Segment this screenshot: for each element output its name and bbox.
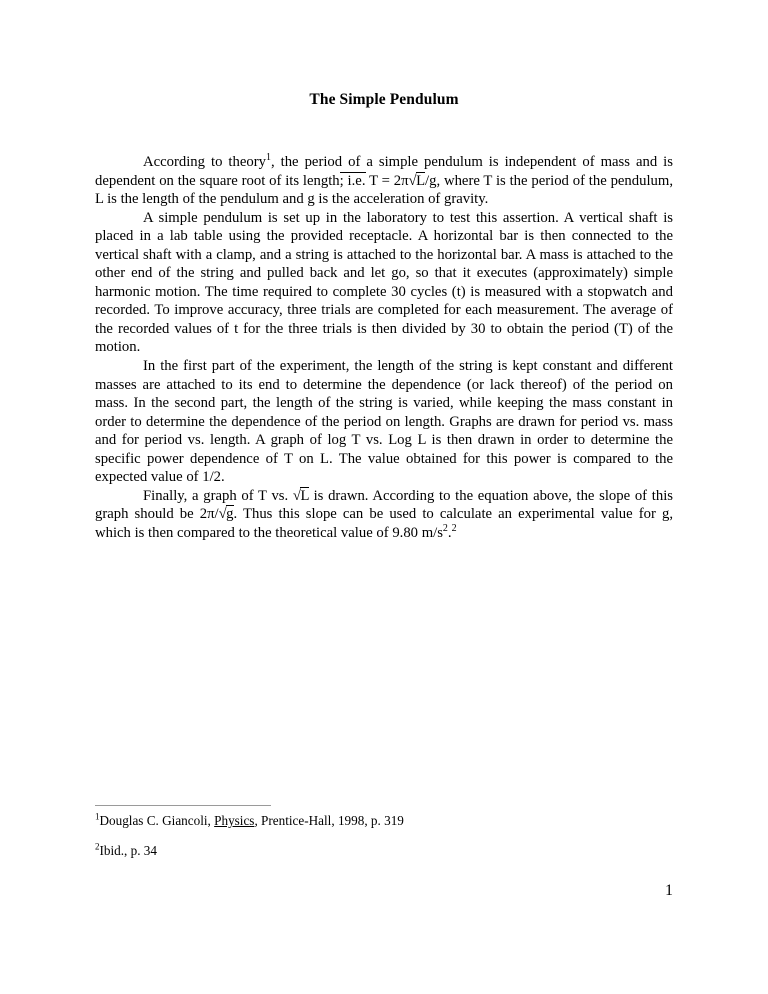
footnote-ref-1: 1: [265, 152, 271, 164]
sqrt-radicand-L-2: L: [300, 487, 309, 504]
paragraph-1-run-3: T = 2π: [365, 172, 409, 189]
footnote-separator-rule: [95, 805, 271, 806]
body-text: [95, 153, 673, 542]
paragraph-4-run-1: Finally, a graph of T vs.: [143, 487, 293, 504]
footnote-1-title: Physics: [214, 813, 255, 828]
paragraph-2: A simple pendulum is set up in the laboratory to test this assertion. A vertical shaft is placed in a lab table using the provided receptacle. A horizontal bar is then connected to the vertical shaft with a clamp, and a string is attached to the horizontal bar. A mass is attached to the other end of the string and pulled back and let go, so that it executes (approximately) simple harmonic motion. The time required to complete 30 cycles (t) is measured with a stopwatch and recorded. To improve accuracy, three trials are completed for each measurement. The average of the recorded values of t for the three trials is then divided by 30 to obtain the period (T) of the motion.: [95, 209, 673, 356]
exponent-squared: 2: [442, 523, 448, 535]
page-title: The Simple Pendulum: [309, 91, 459, 108]
footnote-1-marker: 1: [95, 811, 100, 822]
footnote-2-text: Ibid., p. 34: [99, 843, 157, 858]
footnote-section: [95, 805, 673, 859]
footnote-1-text-before: Douglas C. Giancoli,: [99, 813, 215, 828]
footnote-2-marker: 2: [95, 841, 100, 852]
sqrt-radicand-g: g: [226, 506, 234, 523]
paragraph-4-run-3: . Thus this slope can be used to calculate an experimental value for g, which is then compared to the theoretical value of 9.80 m/s: [95, 506, 673, 541]
sqrt-radicand-L: L: [416, 172, 426, 189]
revision-mark-overline: ; i.e.: [339, 172, 366, 189]
paragraph-1-run-2: , the period of a simple pendulum is independent of mass and is dependent on the square root of its length: [95, 154, 673, 189]
paragraph-1-run-1: According to theory: [143, 154, 266, 170]
footnote-ref-2: 2: [451, 523, 457, 535]
paragraph-3: In the first part of the experiment, the length of the string is kept constant and different masses are attached to its end to determine the dependence (or lack thereof) of the period on mass. In the second part, the length of the string is varied, while keeping the mass constant in order to determine the dependence of the period on length. Graphs are drawn for period vs. mass and for period vs. length. A graph of log T vs. Log L is then drawn in order to determine the specific power dependence of T on L. The value obtained for this power is compared to the expected value of 1/2.: [95, 358, 673, 486]
document-body: [95, 0, 673, 542]
paragraph-1-run-4: /g, where T is the period of the pendulum, L is the length of the pendulum and g is the acceleration of gravity.: [95, 172, 673, 208]
page-number: 1: [665, 882, 673, 899]
paragraph-4-run-4: .: [447, 524, 452, 541]
paragraph-4: Finally, a graph of T vs. √L is drawn. According to the equation above, the slope of this graph should be 2π/√g. Thus this slope can be used to calculate an experimental value for g, which is then compared to the theoretical value of 9.80 $m/s^2.^2$: [95, 487, 673, 541]
paragraph-1: According to theory$^1$, the period of a simple pendulum is independent of mass and is dependent on the square root of its length; i.e. T = 2π√L/g, where T is the period of the pendulum, L is the length of the pendulum and g is the acceleration of gravity.: [95, 152, 673, 208]
footnote-1-text-after: , Prentice-Hall, 1998, p. 319: [254, 813, 404, 828]
footnote-1: [95, 813, 673, 829]
paragraph-4-run-2: is drawn. According to the equation above, the slope of this graph should be 2π/: [95, 487, 673, 523]
footnote-2: [95, 843, 673, 859]
